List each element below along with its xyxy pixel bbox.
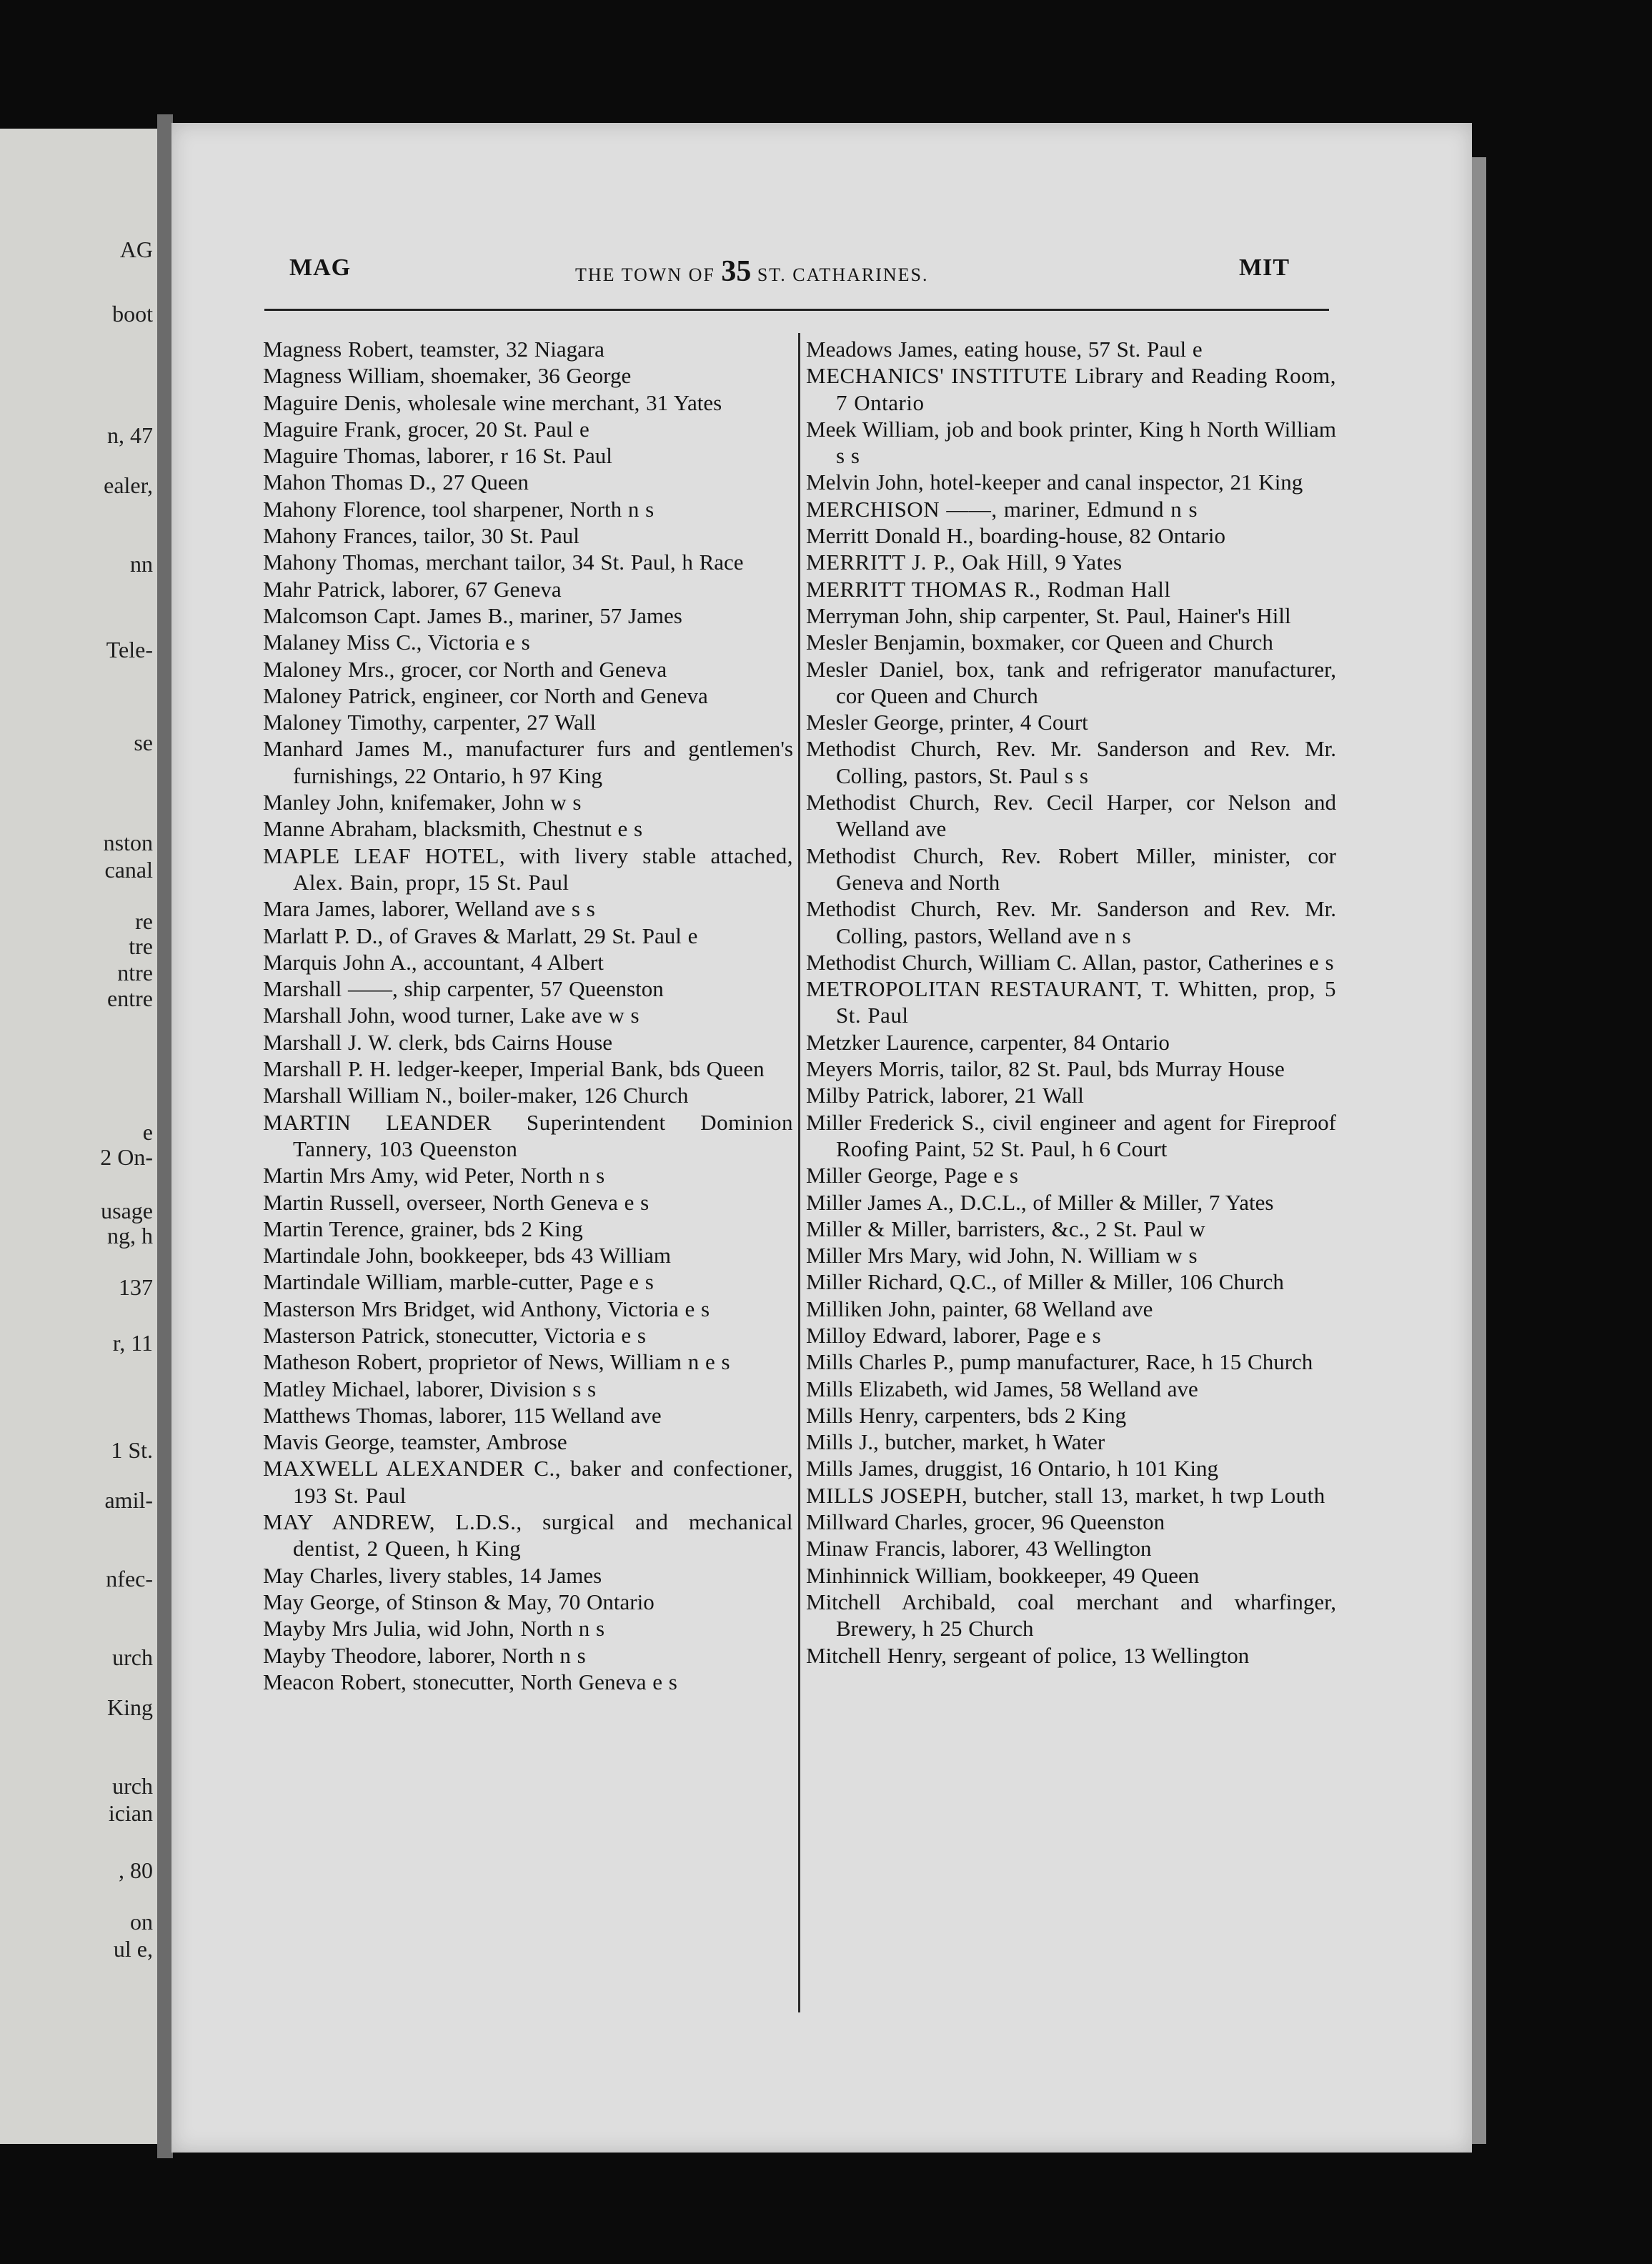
directory-entry: Matthews Thomas, laborer, 115 Welland ave [263, 1402, 662, 1428]
directory-entry: Manne Abraham, blacksmith, Chestnut e s [263, 816, 643, 842]
facing-page-text: AG [119, 237, 153, 262]
directory-entry: Meacon Robert, stonecutter, North Geneva e s [263, 1669, 677, 1694]
directory-entry: Marshall John, wood turner, Lake ave w s [263, 1003, 640, 1028]
right-column [806, 336, 1336, 1669]
directory-entry: Martindale William, marble-cutter, Page e s [263, 1269, 654, 1295]
directory-entry: Mesler Benjamin, boxmaker, cor Queen and Church [806, 630, 1273, 655]
directory-entry: Matley Michael, laborer, Division s s [263, 1376, 597, 1401]
directory-entry: Mahony Florence, tool sharpener, North n s [263, 496, 655, 522]
directory-entry: MAY ANDREW, L.D.S., surgical and mechanical dentist, 2 Queen, h King [263, 1509, 793, 1562]
facing-page-text: King [107, 1694, 153, 1720]
directory-entry: Maguire Thomas, laborer, r 16 St. Paul [263, 443, 612, 469]
directory-entry: Mayby Mrs Julia, wid John, North n s [263, 1616, 605, 1642]
directory-entry: Maloney Patrick, engineer, cor North and Geneva [263, 682, 708, 708]
directory-entry: Milloy Edward, laborer, Page e s [806, 1322, 1101, 1348]
facing-page-text: nston [103, 830, 153, 855]
directory-entry: Magness Robert, teamster, 32 Niagara [263, 337, 604, 362]
directory-entry: Malcomson Capt. James B., mariner, 57 James [263, 602, 682, 628]
directory-entry: Marshall J. W. clerk, bds Cairns House [263, 1029, 613, 1055]
facing-page-text: e [142, 1119, 153, 1145]
facing-page-text: nn [130, 551, 153, 577]
directory-entry: Merritt Donald H., boarding-house, 82 Ontario [806, 523, 1225, 549]
column-divider [798, 333, 800, 2012]
binding-gutter [157, 114, 173, 2158]
facing-page-text: , 80 [119, 1857, 153, 1883]
directory-entry: Metzker Laurence, carpenter, 84 Ontario [806, 1029, 1170, 1055]
directory-entry: May George, of Stinson & May, 70 Ontario [263, 1589, 655, 1614]
directory-entry: Methodist Church, Rev. Mr. Sanderson and Rev. Mr. Colling, pastors, St. Paul s s [806, 736, 1336, 788]
page-header [289, 254, 1290, 297]
directory-entry: Miller George, Page e s [806, 1163, 1018, 1188]
directory-entry: Mahon Thomas D., 27 Queen [263, 470, 529, 495]
directory-entry: Miller Mrs Mary, wid John, N. William w s [806, 1243, 1198, 1268]
directory-entry: Manhard James M., manufacturer furs and gentlemen's furnishings, 22 Ontario, h 97 King [263, 736, 793, 788]
directory-entry: Magness William, shoemaker, 36 George [263, 363, 632, 389]
header-title-before: THE TOWN OF [575, 264, 715, 285]
facing-page-text: tre [129, 933, 153, 959]
directory-entry: Miller & Miller, barristers, &c., 2 St. Paul w [806, 1216, 1205, 1241]
directory-entry: Martindale John, bookkeeper, bds 43 William [263, 1243, 672, 1268]
header-rule [264, 309, 1329, 311]
directory-entry: Merryman John, ship carpenter, St. Paul, Hainer's Hill [806, 602, 1291, 628]
directory-entry: MARTIN LEANDER Superintendent Dominion Tannery, 103 Queenston [263, 1109, 793, 1161]
directory-entry: Mills Elizabeth, wid James, 58 Welland ave [806, 1376, 1198, 1401]
left-column [263, 336, 793, 1695]
page-number: 35 [721, 255, 752, 288]
directory-entry: May Charles, livery stables, 14 James [263, 1562, 602, 1588]
facing-page-text: ntre [117, 960, 153, 985]
header-title [575, 254, 929, 289]
directory-entry: Minhinnick William, bookkeeper, 49 Queen [806, 1562, 1200, 1588]
directory-entry: MERCHISON ——, mariner, Edmund n s [806, 496, 1198, 522]
directory-entry: Masterson Mrs Bridget, wid Anthony, Victoria e s [263, 1296, 710, 1321]
directory-entry: Maguire Frank, grocer, 20 St. Paul e [263, 416, 589, 442]
directory-entry: Mitchell Henry, sergeant of police, 13 Wellington [806, 1642, 1250, 1668]
directory-entry: Miller Richard, Q.C., of Miller & Miller, 106 Church [806, 1269, 1284, 1295]
directory-entry: Millward Charles, grocer, 96 Queenston [806, 1509, 1165, 1535]
facing-page-text: ul e, [113, 1936, 153, 1962]
directory-entry: MERRITT THOMAS R., Rodman Hall [806, 576, 1171, 602]
directory-entry: Mahr Patrick, laborer, 67 Geneva [263, 576, 562, 602]
directory-entry: Mahony Thomas, merchant tailor, 34 St. Paul, h Race [263, 550, 744, 575]
directory-entry: MECHANICS' INSTITUTE Library and Reading Room, 7 Ontario [806, 363, 1336, 415]
directory-entry: Martin Terence, grainer, bds 2 King [263, 1216, 583, 1241]
facing-page-text: boot [112, 301, 153, 327]
facing-page-text: amil- [104, 1487, 153, 1513]
directory-entry: Marlatt P. D., of Graves & Marlatt, 29 St. Paul e [263, 923, 698, 948]
directory-entry: Matheson Robert, proprietor of News, William n e s [263, 1349, 730, 1375]
facing-page-text: n, 47 [107, 422, 153, 448]
facing-page-text: Tele- [106, 637, 153, 662]
directory-entry: Methodist Church, Rev. Robert Miller, minister, cor Geneva and North [806, 843, 1336, 895]
directory-entry: Miller Frederick S., civil engineer and agent for Fireproof Roofing Paint, 52 St. Paul, h 6 Court [806, 1109, 1336, 1161]
header-title-after: ST. CATHARINES. [757, 264, 929, 285]
facing-page-text: nfec- [106, 1566, 153, 1592]
directory-entry: MAPLE LEAF HOTEL, with livery stable attached, Alex. Bain, propr, 15 St. Paul [263, 843, 793, 895]
facing-page-text: 1 St. [111, 1437, 153, 1463]
directory-entry: MILLS JOSEPH, butcher, stall 13, market, h twp Louth [806, 1482, 1325, 1508]
directory-entry: Mitchell Archibald, coal merchant and wharfinger, Brewery, h 25 Church [806, 1589, 1336, 1642]
directory-entry: Maloney Mrs., grocer, cor North and Geneva [263, 656, 667, 682]
directory-entry: Manley John, knifemaker, John w s [263, 790, 582, 815]
facing-page-text: urch [112, 1644, 153, 1670]
directory-entry: Mills J., butcher, market, h Water [806, 1429, 1105, 1455]
facing-page-fragment [0, 129, 161, 2144]
directory-entry: METROPOLITAN RESTAURANT, T. Whitten, prop, 5 St. Paul [806, 976, 1336, 1028]
facing-page-text: ealer, [104, 472, 153, 498]
facing-page-text: canal [104, 857, 153, 883]
facing-page-text: ng, h [107, 1223, 153, 1248]
facing-page-text: entre [107, 985, 153, 1011]
directory-entry: Malaney Miss C., Victoria e s [263, 630, 530, 655]
directory-entry: MERRITT J. P., Oak Hill, 9 Yates [806, 550, 1123, 575]
directory-entry: Masterson Patrick, stonecutter, Victoria e s [263, 1322, 646, 1348]
facing-page-text: re [135, 908, 153, 934]
directory-entry: Mahony Frances, tailor, 30 St. Paul [263, 523, 579, 549]
directory-entry: Marshall William N., boiler-maker, 126 Church [263, 1083, 689, 1108]
directory-entry: Marshall ——, ship carpenter, 57 Queenston [263, 976, 664, 1002]
facing-page-text: 2 On- [100, 1144, 153, 1170]
directory-entry: Meadows James, eating house, 57 St. Paul e [806, 337, 1203, 362]
directory-entry: Mavis George, teamster, Ambrose [263, 1429, 567, 1455]
directory-entry: Marquis John A., accountant, 4 Albert [263, 949, 604, 975]
header-left-key: MAG [289, 254, 352, 281]
directory-entry: Methodist Church, William C. Allan, pastor, Catherines e s [806, 949, 1334, 975]
directory-entry: Mills Henry, carpenters, bds 2 King [806, 1402, 1127, 1428]
directory-entry: Mesler Daniel, box, tank and refrigerator manufacturer, cor Queen and Church [806, 656, 1336, 708]
directory-entry: Martin Russell, overseer, North Geneva e s [263, 1189, 650, 1215]
facing-page-text: on [130, 1909, 153, 1935]
directory-entry: Melvin John, hotel-keeper and canal inspector, 21 King [806, 470, 1303, 495]
directory-entry: Mara James, laborer, Welland ave s s [263, 896, 595, 922]
directory-entry: Maguire Denis, wholesale wine merchant, 31 Yates [263, 389, 722, 415]
directory-entry: Milby Patrick, laborer, 21 Wall [806, 1083, 1084, 1108]
directory-entry: Miller James A., D.C.L., of Miller & Miller, 7 Yates [806, 1189, 1274, 1215]
directory-entry: Mayby Theodore, laborer, North n s [263, 1642, 586, 1668]
directory-entry: Methodist Church, Rev. Cecil Harper, cor Nelson and Welland ave [806, 790, 1336, 842]
directory-entry: Mills James, druggist, 16 Ontario, h 101 King [806, 1456, 1219, 1481]
directory-entry: Meek William, job and book printer, King h North William s s [806, 416, 1336, 469]
facing-page-text: ician [108, 1800, 153, 1826]
facing-page-text: 137 [119, 1274, 153, 1300]
directory-entry: Martin Mrs Amy, wid Peter, North n s [263, 1163, 605, 1188]
directory-entry: MAXWELL ALEXANDER C., baker and confectioner, 193 St. Paul [263, 1456, 793, 1508]
facing-page-text: r, 11 [112, 1330, 153, 1356]
facing-page-text: usage [101, 1198, 153, 1223]
facing-page-text: se [134, 730, 153, 755]
directory-entry: Marshall P. H. ledger-keeper, Imperial Bank, bds Queen [263, 1056, 765, 1082]
directory-entry: Mills Charles P., pump manufacturer, Race, h 15 Church [806, 1349, 1313, 1375]
directory-entry: Mesler George, printer, 4 Court [806, 710, 1088, 735]
directory-entry: Methodist Church, Rev. Mr. Sanderson and Rev. Mr. Colling, pastors, Welland ave n s [806, 896, 1336, 948]
header-right-key: MIT [1239, 254, 1290, 281]
directory-entry: Meyers Morris, tailor, 82 St. Paul, bds Murray House [806, 1056, 1285, 1082]
directory-entry: Maloney Timothy, carpenter, 27 Wall [263, 710, 597, 735]
directory-entry: Minaw Francis, laborer, 43 Wellington [806, 1536, 1152, 1562]
facing-page-text: urch [112, 1773, 153, 1799]
directory-entry: Milliken John, painter, 68 Welland ave [806, 1296, 1153, 1321]
